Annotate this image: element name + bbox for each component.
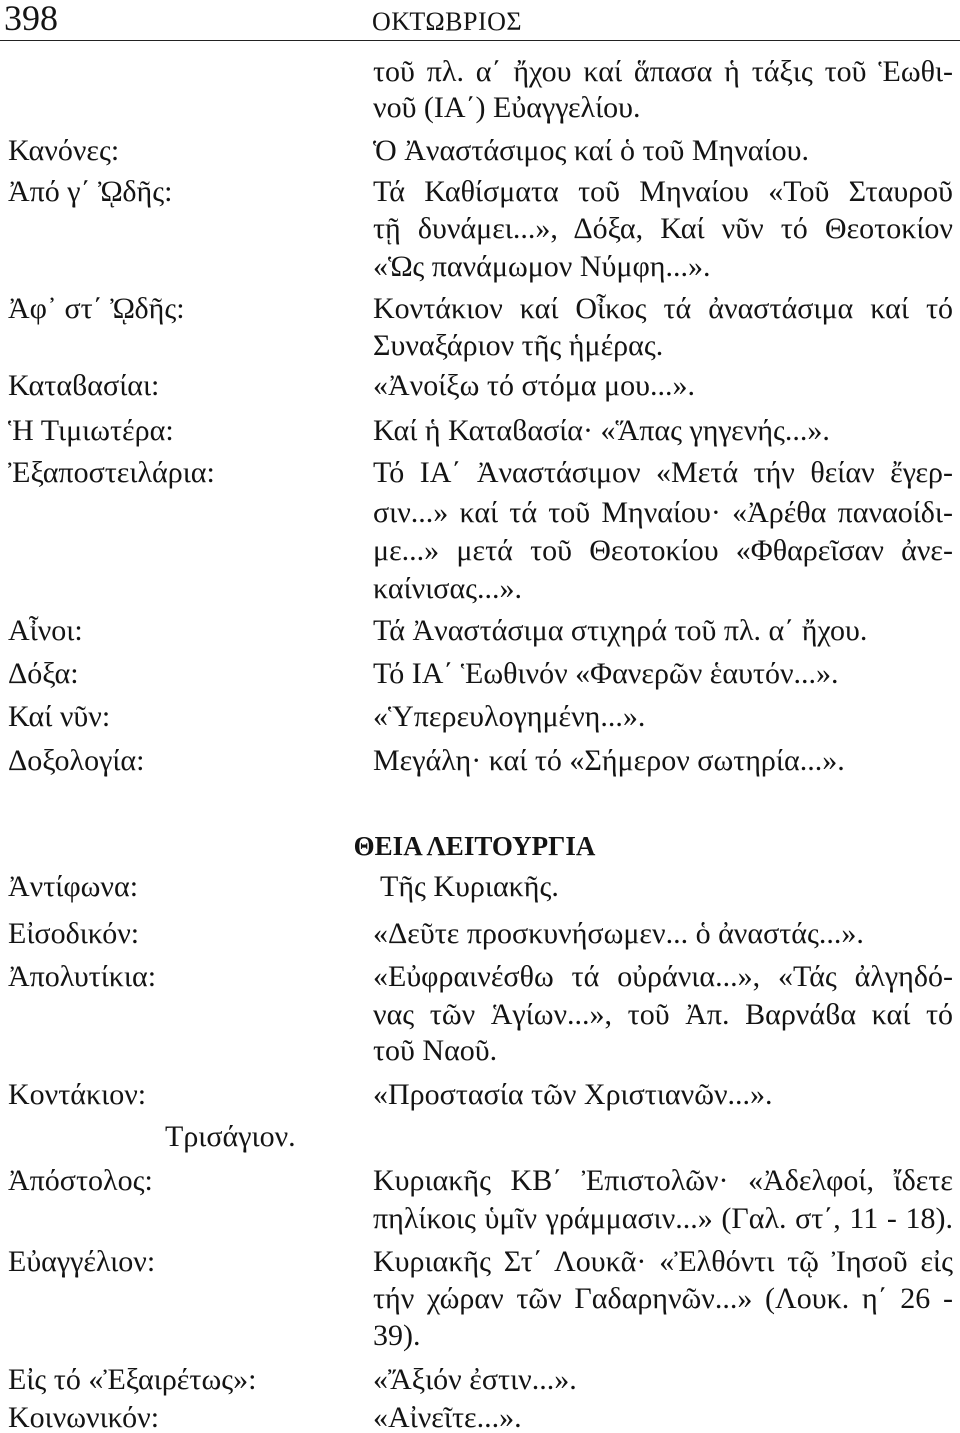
communion-hymn-label: Κοινωνικόν: — [8, 1401, 160, 1433]
gospel-text: Κυριακῆς Στ΄ Λουκᾶ· «Ἐλθόντι τῷ Ἰησοῦ εἰς — [373, 1245, 953, 1278]
epistle-label: Ἀπόστολος: — [8, 1164, 153, 1197]
praises-label: Αἶνοι: — [8, 614, 83, 647]
exaposteilaria-text: σιν...» καί τά τοῦ Μηναίου· «Ἀρέθα παναοίδι- — [373, 496, 953, 529]
epistle-text: πηλίκοις ὑμῖν γράμμασιν...» (Γαλ. στ΄, 11 - 18). — [373, 1202, 953, 1235]
communion-hymn-text: «Αἰνεῖτε...». — [373, 1401, 522, 1433]
antiphons-text: Τῆς Κυριακῆς. — [380, 870, 559, 903]
trisagion-label: Τρισάγιον. — [165, 1120, 296, 1153]
intro-line: τοῦ πλ. α΄ ἤχου καί ἅπασα ἡ τάξις τοῦ Ἑωθι- — [373, 55, 953, 88]
kontakion-text: «Προστασία τῶν Χριστιανῶν...». — [373, 1078, 773, 1111]
both-now-text: «Ὑπερευλογημένη...». — [373, 700, 646, 733]
timiotera-text: Καί ἡ Καταϐασία· «Ἅπας γηγενής...». — [373, 414, 830, 447]
exairetos-text: «Ἄξιόν ἐστιν...». — [373, 1363, 577, 1396]
glory-label: Δόξα: — [8, 657, 79, 690]
page-number: 398 — [4, 0, 58, 38]
entrance-hymn-text: «Δεῦτε προσκυνήσωμεν... ὁ ἀναστάς...». — [373, 917, 864, 950]
apolytikia-text: τοῦ Ναοῦ. — [373, 1034, 498, 1067]
antiphons-label: Ἀντίφωνα: — [8, 870, 139, 903]
gospel-text: 39). — [373, 1319, 421, 1352]
third-ode-text: τῇ δυνάμει...», Δόξα, Καί νῦν τό Θεοτοκίον — [373, 212, 953, 245]
third-ode-text: Τά Καθίσματα τοῦ Μηναίου «Τοῦ Σταυροῦ — [373, 175, 953, 208]
katavasiai-label: Καταϐασίαι: — [8, 369, 160, 402]
sixth-ode-label: Ἀφ᾽ στ΄ ᾨδῆς: — [8, 292, 185, 325]
timiotera-label: Ἡ Τιμιωτέρα: — [8, 414, 174, 447]
intro-line: νοῦ (ΙΑ΄) Εὐαγγελίου. — [373, 91, 641, 124]
sixth-ode-text: Συναξάριον τῆς ἡμέρας. — [373, 329, 664, 362]
canons-label: Κανόνες: — [8, 134, 120, 167]
epistle-text: Κυριακῆς ΚΒ΄ Ἐπιστολῶν· «Ἀδελφοί, ἴδετε — [373, 1164, 953, 1197]
exaposteilaria-label: Ἐξαποστειλάρια: — [8, 456, 215, 489]
third-ode-text: «Ὡς πανάμωμον Νύμφη...». — [373, 250, 711, 283]
exairetos-label: Εἰς τό «Ἐξαιρέτως»: — [8, 1363, 257, 1396]
gospel-text: τήν χώραν τῶν Γαδαρηνῶν...» (Λουκ. η΄ 26 - — [373, 1282, 953, 1315]
apolytikia-text: νας τῶν Ἁγίων...», τοῦ Ἀπ. Βαρνάϐα καί τό — [373, 998, 953, 1031]
both-now-label: Καί νῦν: — [8, 700, 111, 733]
doxology-label: Δοξολογία: — [8, 744, 145, 777]
apolytikia-label: Ἀπολυτίκια: — [8, 960, 157, 993]
canons-text: Ὁ Ἀναστάσιμος καί ὁ τοῦ Μηναίου. — [373, 134, 809, 167]
apolytikia-text: «Εὐφραινέσθω τά οὐράνια...», «Τάς ἀλγηδό- — [373, 960, 953, 993]
liturgy-heading: ΘΕΙΑ ΛΕΙΤΟΥΡΓΙΑ — [353, 831, 596, 861]
katavasiai-text: «Ἀνοίξω τό στόμα μου...». — [373, 369, 695, 402]
exaposteilaria-text: Τό ΙΑ΄ Ἀναστάσιμον «Μετά τήν θείαν ἔγερ- — [373, 456, 953, 489]
glory-text: Τό ΙΑ΄ Ἑωθινόν «Φανερῶν ἑαυτόν...». — [373, 657, 839, 690]
praises-text: Τά Ἀναστάσιμα στιχηρά τοῦ πλ. α΄ ἤχου. — [373, 614, 868, 647]
sixth-ode-text: Κοντάκιον καί Οἶκος τά ἀναστάσιμα καί τό — [373, 292, 953, 325]
gospel-label: Εὐαγγέλιον: — [8, 1245, 156, 1278]
exaposteilaria-text: καίνισας...». — [373, 572, 523, 605]
doxology-text: Μεγάλη· καί τό «Σήμερον σωτηρία...». — [373, 744, 845, 777]
exaposteilaria-text: με...» μετά τοῦ Θεοτοκίου «Φθαρεῖσαν ἀνε- — [373, 534, 953, 567]
entrance-hymn-label: Εἰσοδικόν: — [8, 917, 140, 950]
kontakion-label: Κοντάκιον: — [8, 1078, 147, 1111]
running-title: ΟΚΤΩΒΡΙΟΣ — [372, 7, 523, 36]
third-ode-label: Ἀπό γ΄ ᾨδῆς: — [8, 175, 173, 208]
header-rule — [0, 40, 960, 41]
